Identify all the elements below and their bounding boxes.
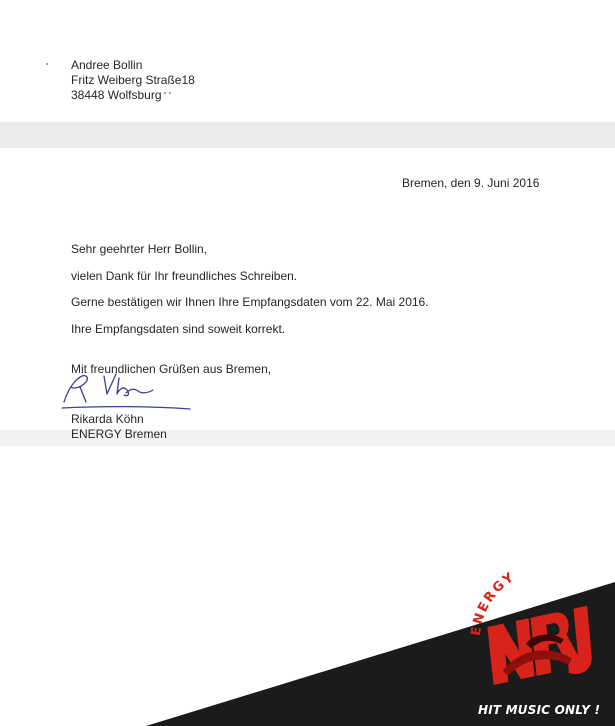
energy-nrj-logo [466, 554, 615, 704]
logo-text: ENERGY [468, 569, 519, 637]
signer-name: Rikarda Köhn [71, 412, 144, 426]
salutation: Sehr geehrter Herr Bollin, [71, 242, 208, 256]
body-paragraph: vielen Dank für Ihr freundliches Schreiben. [71, 269, 298, 283]
logo-mark-text: NRJ [492, 644, 512, 655]
letter-date: Bremen, den 9. Juni 2016 [402, 176, 540, 190]
tagline: HIT MUSIC ONLY ! [478, 703, 601, 717]
signer-company: ENERGY Bremen [71, 427, 167, 441]
body-paragraph: Gerne bestätigen wir Ihnen Ihre Empfangsdaten vom 22. Mai 2016. [71, 295, 429, 309]
body-paragraph: Ihre Empfangsdaten sind soweit korrekt. [71, 322, 286, 336]
closing-line: Mit freundlichen Grüßen aus Bremen, [71, 362, 272, 376]
recipient-street: Fritz Weiberg Straße18 [71, 73, 195, 87]
recipient-city: 38448 Wolfsburg [71, 88, 162, 102]
recipient-name: Andree Bollin [71, 58, 143, 72]
